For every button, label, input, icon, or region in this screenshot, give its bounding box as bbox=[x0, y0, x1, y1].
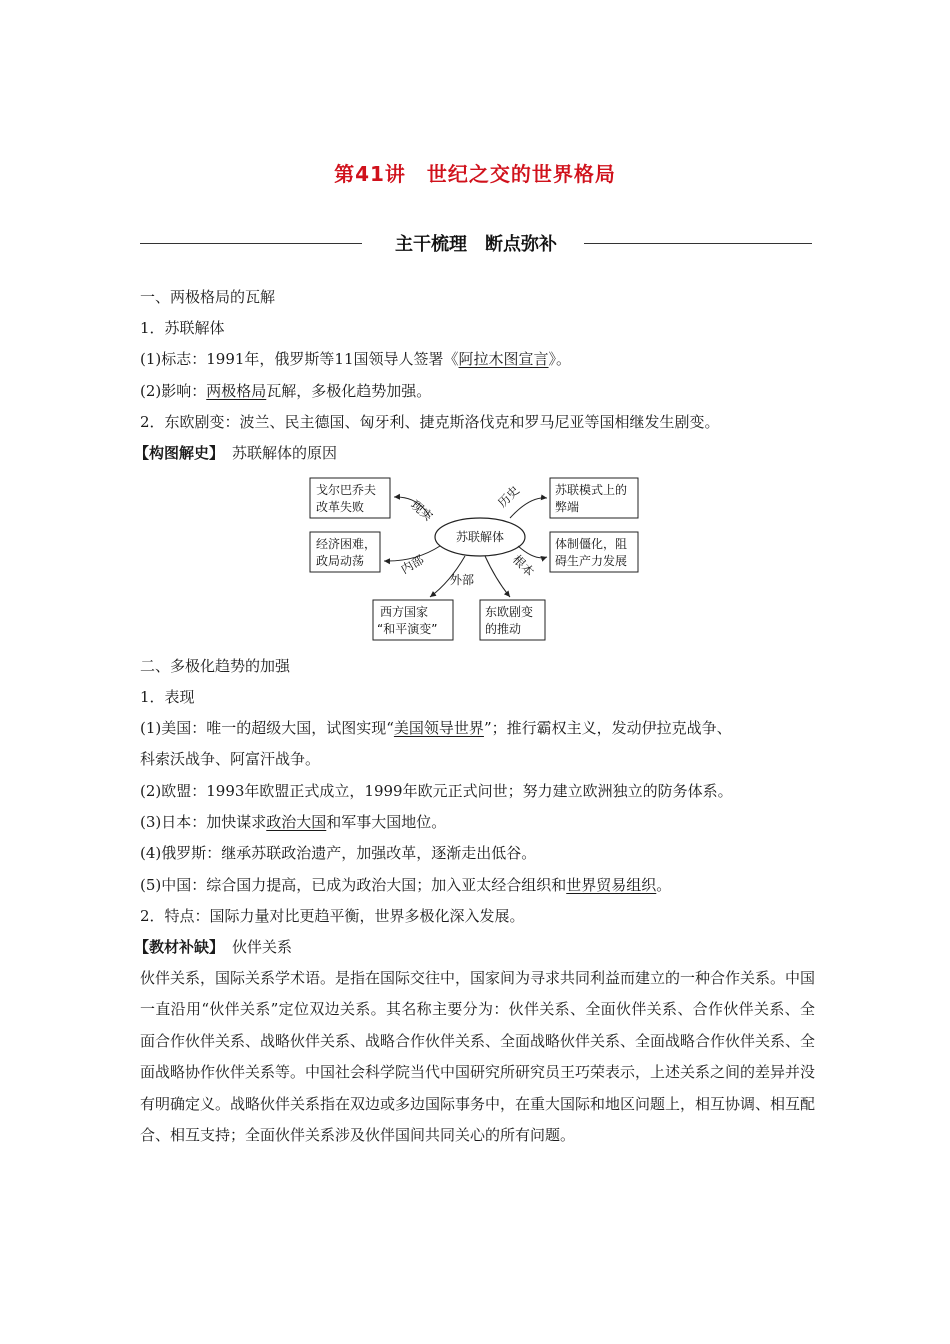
section-heading-text: 主干梳理 断点弥补 bbox=[395, 234, 557, 255]
svg-text:西方国家: 西方国家 bbox=[380, 605, 429, 619]
svg-text:苏联模式上的: 苏联模式上的 bbox=[555, 483, 628, 497]
supplement-heading: 【教材补缺】 伙伴关系 bbox=[134, 938, 293, 956]
underlined-term: 阿拉木图宣言 bbox=[458, 350, 549, 368]
sec2-eu: (2)欧盟：1993年欧盟正式成立，1999年欧元正式问世；努力建立欧洲独立的防务体系。 bbox=[140, 782, 733, 800]
center-label: 苏联解体 bbox=[455, 530, 505, 544]
heading-rule-right bbox=[584, 243, 812, 244]
svg-text:戈尔巴乔夫: 戈尔巴乔夫 bbox=[316, 483, 377, 497]
sec1-item2: (2)影响：两极格局瓦解，多极化趋势加强。 bbox=[140, 382, 432, 400]
label-external: 外部 bbox=[450, 573, 475, 587]
sec2-usa-cont: 科索沃战争、阿富汗战争。 bbox=[140, 750, 321, 768]
svg-text:弊端: 弊端 bbox=[555, 500, 580, 514]
sec1-sub1: 1．苏联解体 bbox=[140, 319, 225, 337]
underlined-term: 美国领导世界 bbox=[393, 719, 484, 737]
label-reality: 现实 bbox=[408, 497, 436, 524]
svg-text:碍生产力发展: 碍生产力发展 bbox=[555, 554, 628, 568]
sec1-item1: (1)标志：1991年，俄罗斯等11国领导人签署《阿拉木图宣言》。 bbox=[140, 350, 572, 368]
page-title: 第41讲 世纪之交的世界格局 bbox=[334, 162, 616, 186]
sec2-russia: (4)俄罗斯：继承苏联政治遗产，加强改革，逐渐走出低谷。 bbox=[140, 844, 537, 862]
svg-text:经济困难，: 经济困难， bbox=[316, 537, 377, 551]
sec2-sub2: 2．特点：国际力量对比更趋平衡，世界多极化深入发展。 bbox=[140, 907, 525, 925]
section-heading bbox=[140, 230, 812, 258]
sec1-sub2: 2．东欧剧变：波兰、民主德国、匈牙利、捷克斯洛伐克和罗马尼亚等国相继发生剧变。 bbox=[140, 413, 720, 431]
gouture-tag: 【构图解史】 bbox=[134, 444, 225, 462]
supplement-tag: 【教材补缺】 bbox=[134, 938, 225, 956]
sec1-heading: 一、两极格局的瓦解 bbox=[140, 288, 276, 306]
underlined-term: 世界贸易组织 bbox=[566, 876, 657, 894]
gouture-heading: 【构图解史】 苏联解体的原因 bbox=[134, 444, 338, 462]
causes-diagram bbox=[280, 470, 670, 645]
svg-text:东欧剧变: 东欧剧变 bbox=[485, 605, 534, 619]
svg-text:改革失败: 改革失败 bbox=[316, 500, 365, 514]
svg-text:“和平演变”: “和平演变” bbox=[377, 622, 438, 636]
arrow-external-right bbox=[485, 556, 510, 597]
sec2-sub1: 1．表现 bbox=[140, 688, 195, 706]
sec2-japan: (3)日本：加快谋求政治大国和军事大国地位。 bbox=[140, 813, 447, 831]
sec2-heading: 二、多极化趋势的加强 bbox=[140, 657, 291, 675]
arrow-history bbox=[510, 498, 547, 518]
svg-text:体制僵化，阻: 体制僵化，阻 bbox=[555, 537, 628, 551]
label-internal: 内部 bbox=[398, 552, 427, 577]
underlined-term: 政治大国 bbox=[266, 813, 327, 831]
label-history: 历史 bbox=[495, 483, 523, 511]
sec2-usa: (1)美国：唯一的超级大国，试图实现“美国领导世界”；推行霸权主义，发动伊拉克战争、 bbox=[140, 719, 732, 737]
svg-text:政局动荡: 政局动荡 bbox=[316, 554, 365, 568]
supplement-text: 伙伴关系，国际关系学术语。是指在国际交往中，国家间为寻求共同利益而建立的一种合作关系。中国一直沿用“伙伴关系”定位双边关系。其名称主要分为：伙伴关系、全面伙伴关系、合作伙伴关系、全面合作伙伴关系、战略伙伴关系、战略合作伙伴关系、全面战略伙伴关系、全面战略合作伙伴关系、全面战略协作伙伴关系等。中国社会科学院当代中国研究所研究员王巧荣表示，上述关系之间的差异并没有明确定义。战略伙伴关系指在双边或多边国际事务中，在重大国际和地区问题上，相互协调、相互配合、相互支持；全面伙伴关系涉及伙伴国间共同关心的所有问题。 bbox=[140, 969, 816, 1145]
underlined-term: 两极格局 bbox=[206, 382, 267, 400]
svg-text:的推动: 的推动 bbox=[485, 622, 522, 636]
sec2-china: (5)中国：综合国力提高，已成为政治大国；加入亚太经合组织和世界贸易组织。 bbox=[140, 876, 672, 894]
label-root: 根本 bbox=[509, 552, 537, 580]
